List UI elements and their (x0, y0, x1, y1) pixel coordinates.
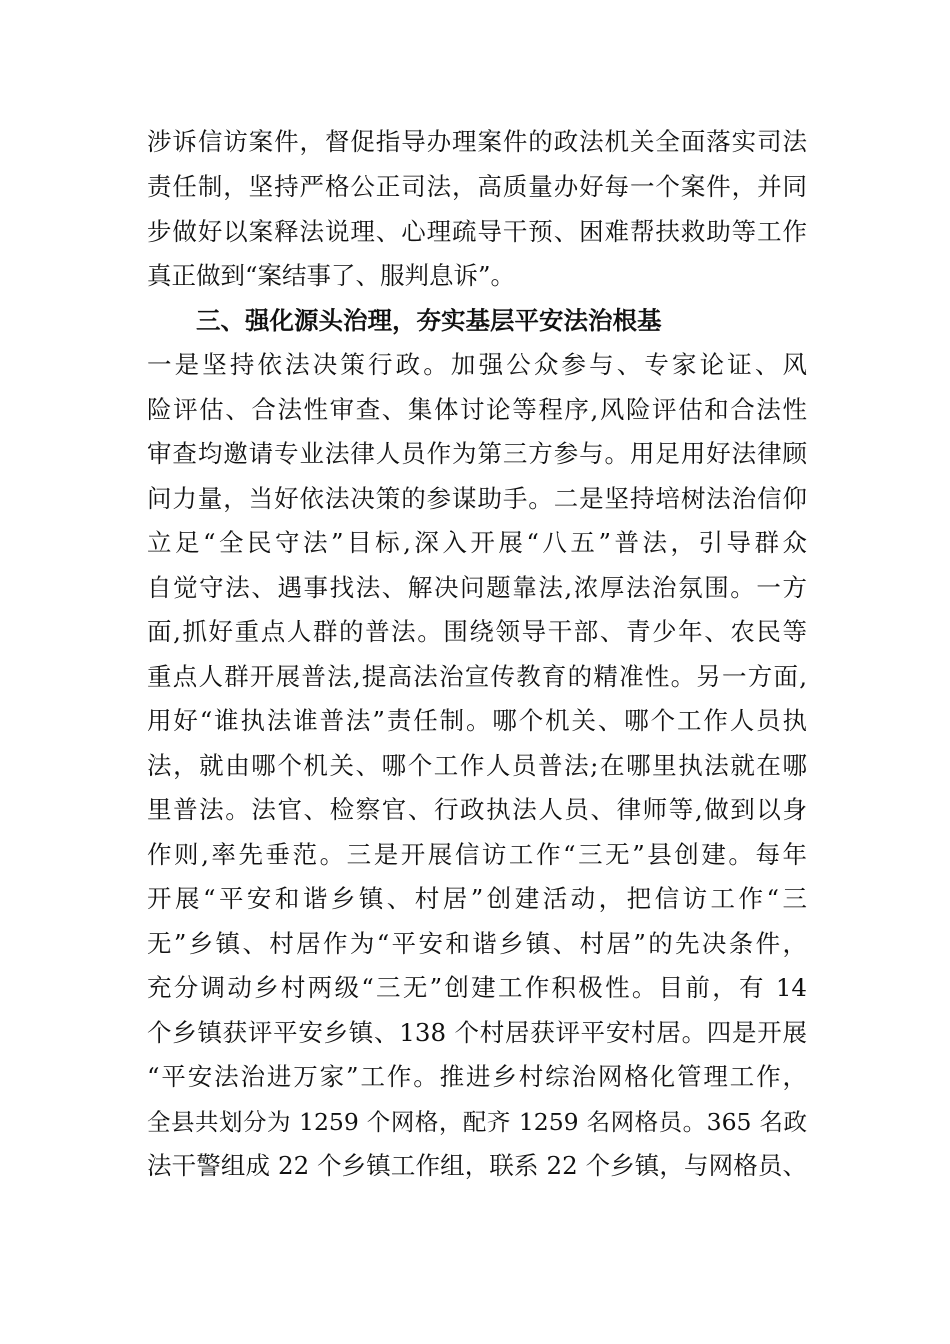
paragraph-line: 全县共划分为 1259 个网格，配齐 1259 名网格员。365 名政 (147, 1108, 807, 1136)
paragraph-line: 个乡镇获评平安乡镇、138 个村居获评平安村居。四是开展 (147, 1018, 807, 1047)
paragraph-line: 法，就由哪个机关、哪个工作人员普法;在哪里执法就在哪 (147, 751, 807, 780)
paragraph-line: 涉诉信访案件，督促指导办理案件的政法机关全面落实司法 (147, 127, 807, 156)
paragraph-line: 开展“平安和谐乡镇、村居”创建活动，把信访工作“三 (147, 884, 807, 913)
paragraph-line: 立足“全民守法”目标,深入开展“八五”普法，引导群众 (147, 528, 807, 557)
paragraph-line: 重点人群开展普法,提高法治宣传教育的精准性。另一方面, (147, 662, 807, 691)
paragraph-line: 法干警组成 22 个乡镇工作组，联系 22 个乡镇，与网格员、 (147, 1151, 807, 1180)
paragraph-line: 无”乡镇、村居作为“平安和谐乡镇、村居”的先决条件， (147, 929, 807, 958)
paragraph-line: 问力量，当好依法决策的参谋助手。二是坚持培树法治信仰 (147, 484, 807, 513)
paragraph-line: “平安法治进万家”工作。推进乡村综治网格化管理工作， (147, 1062, 807, 1091)
paragraph-line: 充分调动乡村两级“三无”创建工作积极性。目前，有 14 (147, 973, 807, 1002)
paragraph-line: 里普法。法官、检察官、行政执法人员、律师等,做到以身 (147, 795, 807, 824)
paragraph-line: 审查均邀请专业法律人员作为第三方参与。用足用好法律顾 (147, 439, 807, 468)
paragraph-line: 步做好以案释法说理、心理疏导干预、困难帮扶救助等工作 (147, 217, 807, 246)
paragraph-line: 自觉守法、遇事找法、解决问题靠法,浓厚法治氛围。一方 (147, 573, 807, 602)
paragraph-line: 责任制，坚持严格公正司法，高质量办好每一个案件，并同 (147, 172, 807, 201)
paragraph-line: 面,抓好重点人群的普法。围绕领导干部、青少年、农民等 (147, 617, 807, 646)
paragraph-line: 作则,率先垂范。三是开展信访工作“三无”县创建。每年 (147, 840, 807, 869)
paragraph-line: 险评估、合法性审查、集体讨论等程序,风险评估和合法性 (147, 395, 807, 424)
paragraph-line: 一是坚持依法决策行政。加强公众参与、专家论证、风 (147, 350, 807, 379)
section-heading: 三、强化源头治理，夯实基层平安法治根基 (196, 306, 662, 335)
paragraph-line: 真正做到“案结事了、服判息诉”。 (147, 261, 516, 290)
paragraph-line: 用好“谁执法谁普法”责任制。哪个机关、哪个工作人员执 (147, 706, 807, 735)
